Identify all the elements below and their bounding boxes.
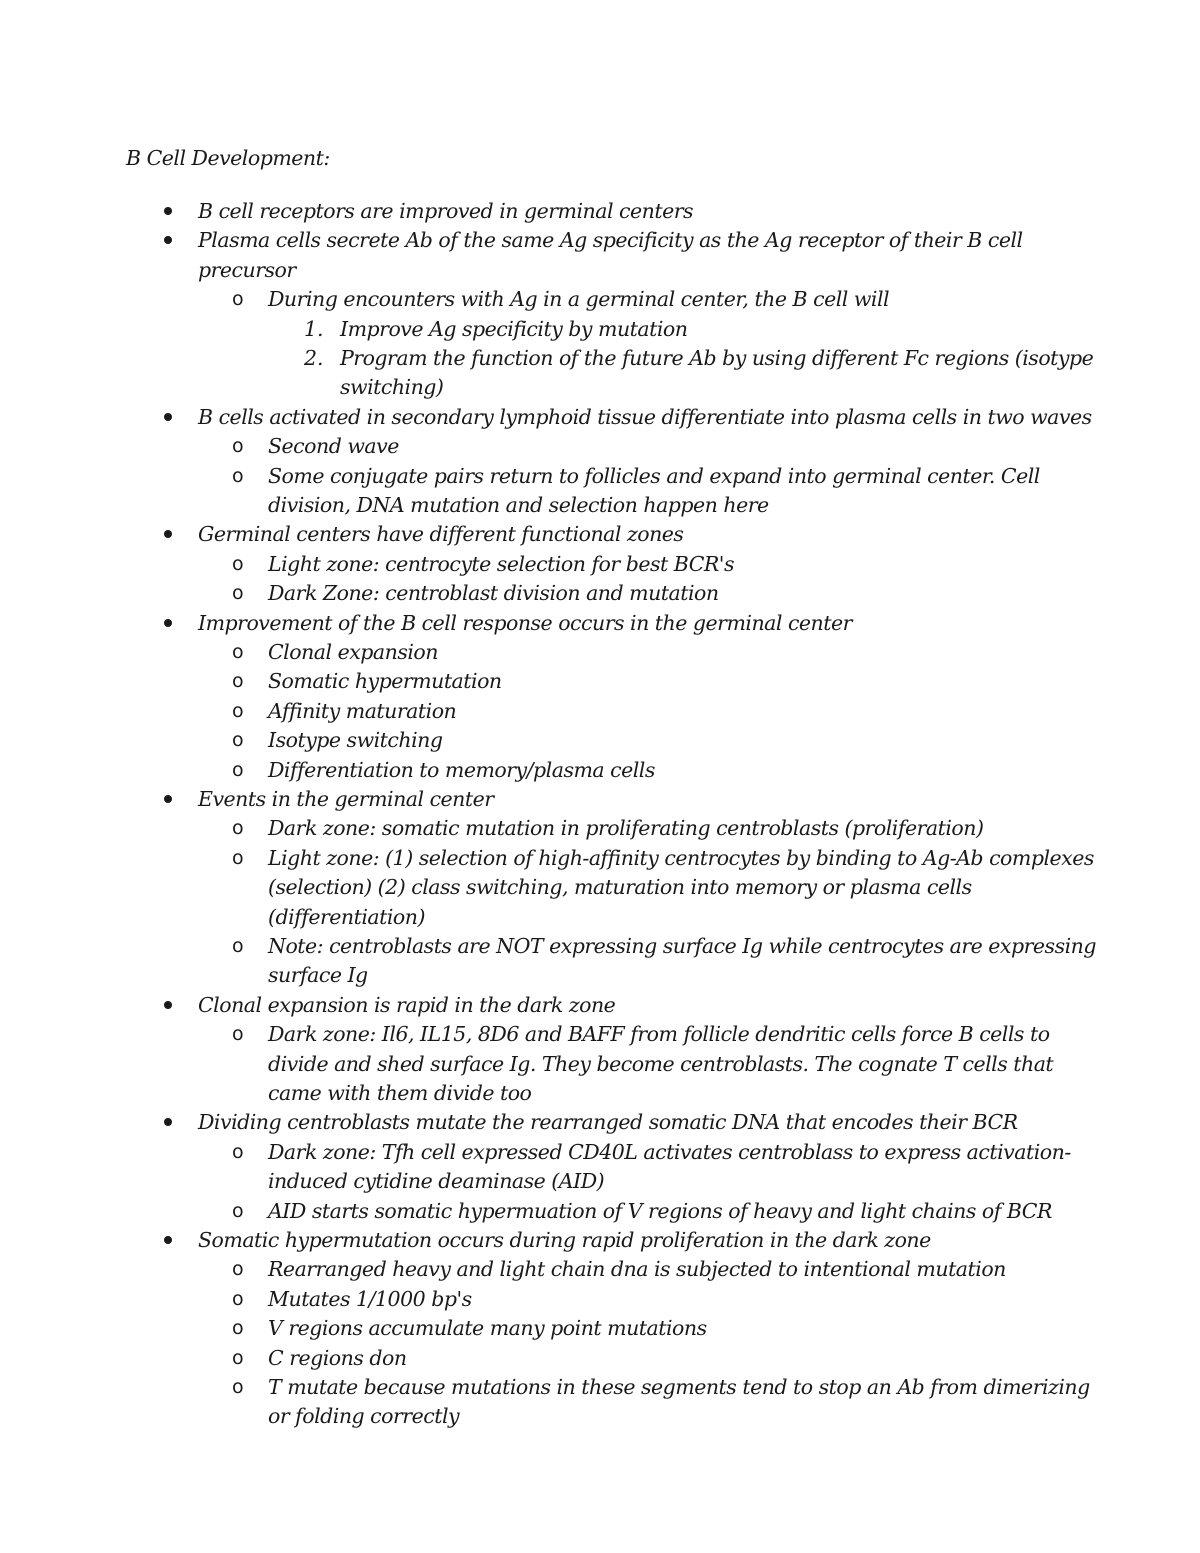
bullet-item-text: Somatic hypermutation occurs during rapid proliferation in the dark zone [198,1228,931,1252]
bullet-item-text: Dividing centroblasts mutate the rearranged somatic DNA that encodes their BCR [198,1110,1018,1135]
sub-bullet-circle-icon: o [232,699,244,722]
sub-item-text: division, DNA mutation and selection happen here [268,493,769,517]
sub-bullet-circle-icon: o [232,1199,244,1222]
sub-item-text: Second wave [268,434,399,459]
sub-bullet-circle-icon: o [232,1023,244,1046]
sub-bullet-circle-icon: o [232,1287,244,1310]
sub-bullet-circle-icon: o [232,1376,244,1398]
bullet-dot-icon [164,207,172,215]
sub-bullet-circle-icon: o [232,1140,244,1163]
bullet-dot-icon [164,413,172,421]
sub-item-text: Dark zone: Il6, IL15, 8D6 and BAFF from follicle dendritic cells force B cells to [268,1022,1050,1047]
sub-item-text: (selection) (2) class switching, maturation into memory or plasma cells [268,875,972,900]
sub-item-text: Affinity maturation [268,698,457,723]
sub-item-text: Mutates 1/1000 bp's [268,1286,472,1311]
sub-bullet-circle-icon: o [232,641,244,663]
sub-item-text: Differentiation to memory/plasma cells [268,757,655,782]
sub-item-text: Note: centroblasts are NOT expressing surface Ig while centrocytes are expressing [268,934,1096,958]
bullet-dot-icon [164,795,172,803]
bullet-item-text: Clonal expansion is rapid in the dark zone [198,992,616,1017]
sub-item-text: C regions don [268,1345,407,1370]
sub-item-text: AID starts somatic hypermuation of V regions of heavy and light chains of BCR [268,1198,1052,1223]
sub-item-text: Light zone: centrocyte selection for best BCR's [268,551,734,576]
sub-item-text: Dark Zone: centroblast division and mutation [268,581,719,606]
numbered-item-text: Improve Ag specificity by mutation [340,316,688,341]
bullet-dot-icon [164,530,172,538]
bullet-item-text: Events in the germinal center [198,787,494,811]
numbered-item-text: switching) [340,375,444,400]
sub-bullet-circle-icon: o [232,288,244,311]
sub-item-text: induced cytidine deaminase (AID) [268,1169,605,1194]
sub-item-text: Clonal expansion [268,640,438,664]
sub-bullet-circle-icon: o [232,582,244,605]
sub-item-text: Light zone: (1) selection of high-affinity centrocytes by binding to Ag-Ab complexes [268,845,1094,870]
sub-bullet-circle-icon: o [232,729,244,752]
sub-bullet-circle-icon: o [232,1346,244,1369]
numbered-item-text: Program the function of the future Ab by using different Fc regions (isotype [340,346,1094,370]
sub-item-text: came with them divide too [268,1081,532,1105]
sub-item-text: Some conjugate pairs return to follicles and expand into germinal center. Cell [268,463,1040,488]
sub-bullet-circle-icon: o [232,817,244,840]
document-title: B Cell Development: [126,146,330,170]
bullet-item-text: precursor [198,257,296,282]
sub-bullet-circle-icon: o [232,935,244,957]
bullet-dot-icon [164,1118,172,1126]
sub-item-text: During encounters with Ag in a germinal center, the B cell will [268,287,890,312]
sub-item-text: surface Ig [268,963,368,988]
sub-item-text: Dark zone: somatic mutation in proliferating centroblasts (proliferation) [268,816,984,841]
sub-bullet-circle-icon: o [232,435,244,458]
bullet-dot-icon [164,1236,172,1244]
sub-item-text: Rearranged heavy and light chain dna is subjected to intentional mutation [268,1257,1006,1282]
bullet-item-text: Germinal centers have different functional zones [198,522,684,547]
bullet-dot-icon [164,1001,172,1009]
sub-bullet-circle-icon: o [232,1317,244,1340]
sub-item-text: divide and shed surface Ig. They become centroblasts. The cognate T cells that [268,1051,1054,1076]
sub-bullet-circle-icon: o [232,552,244,575]
sub-bullet-circle-icon: o [232,1258,244,1281]
sub-item-text: T mutate because mutations in these segments tend to stop an Ab from dimerizing [268,1375,1090,1399]
numbered-item-marker: 1. [304,316,324,341]
bullet-item-text: B cells activated in secondary lymphoid tissue differentiate into plasma cells in two waves [198,404,1092,429]
bullet-item-text: B cell receptors are improved in germinal centers [198,199,694,223]
sub-item-text: Dark zone: Tfh cell expressed CD40L activates centroblass to express activation- [268,1139,1071,1164]
bullet-dot-icon [164,619,172,627]
sub-item-text: Somatic hypermutation [268,669,502,694]
sub-item-text: V regions accumulate many point mutations [268,1316,707,1341]
sub-item-text: or folding correctly [268,1404,460,1429]
sub-bullet-circle-icon: o [232,670,244,693]
bullet-dot-icon [164,236,172,244]
bullet-item-text: Improvement of the B cell response occurs in the germinal center [198,610,852,635]
numbered-item-marker: 2. [304,346,324,370]
sub-item-text: Isotype switching [268,728,443,753]
sub-bullet-circle-icon: o [232,758,244,781]
sub-item-text: (differentiation) [268,904,425,929]
bullet-item-text: Plasma cells secrete Ab of the same Ag specificity as the Ag receptor of their B cell [198,228,1023,253]
sub-bullet-circle-icon: o [232,464,244,487]
sub-bullet-circle-icon: o [232,846,244,869]
